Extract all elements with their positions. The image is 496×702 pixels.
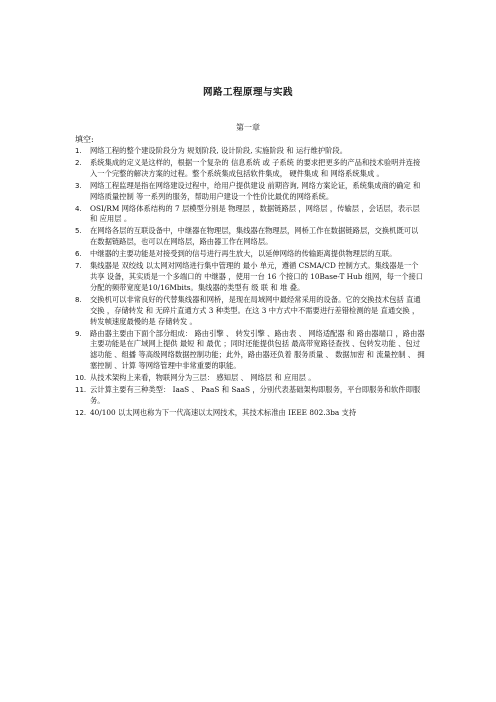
list-item: 4. OSI/RM 网络体系结构的 7 层模型分别是 物理层 ，数据链路层 ，网络层 ，传输层 ，会话层，表示层 和 应用层 。 [75, 203, 420, 224]
item-text: 40/100 以太网也称为下一代高速以太网技术，其技术标准由 IEEE 802.3ba 支持 [90, 407, 357, 417]
list-item: 7. 集线器是 双绞线 以太网对网络进行集中管理的 最小 单元，遵循 CSMA/CD 控制方式。集线器是一个 共享 设备，其实质是一个多端口的 中继器 ，使用一台 16 个接口的 10Base-T Hub 组网，每一个接口分配的频带宽度是10/16Mbits。集线器的类型有 级 联 和 堆 叠。 [75, 261, 424, 292]
list-item: 12. 40/100 以太网也称为下一代高速以太网技术，其技术标准由 IEEE 802.3ba 支持 [75, 407, 357, 417]
question-list [75, 146, 425, 420]
item-text: 集线器是 双绞线 以太网对网络进行集中管理的 最小 单元，遵循 CSMA/CD 控制方式。集线器是一个 共享 设备，其实质是一个多端口的 中继器 ，使用一台 16 个接口的 10Base-T Hub 组网，每一个接口分配的频带宽度是10/16Mbits。集线器的类型有 级 联 和 堆 叠。 [90, 261, 424, 292]
item-text: 路由器主要由下面个部分组成： 路由引擎 、 转发引擎 、路由表 、 网络适配器 和 路由器端口 ，路由器主要功能是在广域网上提供 最短 和 最优 ；同时还能提供包括 最高带宽路径查找 、包转发功能 、包过滤功能 、组播 等高级网络数据控制功能；此外，路由器还负着 服务质量 、 数据加密 和 流量控制 、 拥塞控制 、计算 等网络管理中非常重要的职能。 [90, 328, 425, 371]
chapter-heading: 第一章 [236, 123, 260, 132]
item-text: 中继器的主要功能是对接受到的信号进行再生放大，以延伸网络的传输距离提供物理层的互联。 [90, 249, 397, 259]
item-text: OSI/RM 网络体系结构的 7 层模型分别是 物理层 ，数据链路层 ，网络层 ，传输层 ，会话层，表示层 和 应用层 。 [90, 203, 420, 224]
item-text: 网络工程的整个建设阶段分为 规划阶段, 设计阶段, 实施阶段 和 运行维护阶段。 [90, 146, 348, 155]
list-item: 11. 云计算主要有三种类型： IaaS 、 PaaS 和 SaaS ，分别代表基础架构即服务，平台即服务和软件即服务。 [75, 385, 421, 405]
item-text: 网络工程监理是指在网络建设过程中，给用户提供建设 前期咨询, 网络方案论证，系统集成商的确定 和 网络质量控制 等一系列的服务，帮助用户建设一个性价比最优的网络系统。 [90, 180, 421, 201]
item-text: 在网络各层的互联设备中，中继器在物理层，集线器在物理层，网桥工作在数据链路层，交换机既可以在数据链路层，也可以在网络层，路由器工作在网络层。 [90, 226, 419, 247]
list-item: 10. 从技术架构上来看，物联网分为三层： 感知层 、 网络层 和 应用层 。 [75, 373, 316, 383]
list-item: 1. 网络工程的整个建设阶段分为 规划阶段, 设计阶段, 实施阶段 和 运行维护阶段。 [75, 146, 348, 155]
item-text: 云计算主要有三种类型： IaaS 、 PaaS 和 SaaS ，分别代表基础架构即服务，平台即服务和软件即服务。 [90, 385, 421, 405]
document-title: 网路工程原理与实践 [202, 87, 293, 98]
list-item: 9. 路由器主要由下面个部分组成： 路由引擎 、 转发引擎 、路由表 、 网络适配器 和 路由器端口 ，路由器主要功能是在广域网上提供 最短 和 最优 ；同时还能提供包括 最高带宽路径查找 、包转发功能 、包过滤功能 、组播 等高级网络数据控制功能；此外，路由器还负着 服务质量 、 数据加密 和 流量控制 、 拥塞控制 、计算 等网络管理中非常重要的职能。 [75, 328, 425, 371]
section-label: 填空: [75, 135, 94, 144]
list-item: 6. 中继器的主要功能是对接受到的信号进行再生放大，以延伸网络的传输距离提供物理层的互联。 [75, 249, 397, 259]
list-item: 5. 在网络各层的互联设备中，中继器在物理层，集线器在物理层，网桥工作在数据链路层，交换机既可以在数据链路层，也可以在网络层，路由器工作在网络层。 [75, 226, 419, 247]
list-item: 2. 系统集成的定义是这样的，根据一个复杂的 信息系统 或 子系统 的要求把更多的产品和技术验明并连接入一个完整的解决方案的过程。整个系统集成包括软件集成， 硬件集成 和 网络系统集成 。 [75, 157, 421, 178]
item-text: 系统集成的定义是这样的，根据一个复杂的 信息系统 或 子系统 的要求把更多的产品和技术验明并连接入一个完整的解决方案的过程。整个系统集成包括软件集成， 硬件集成 和 网络系统集成 。 [90, 157, 421, 178]
list-item: 8. 交换机可以非常良好的代替集线器和网桥，是现在局域网中最经常采用的设备。它的交换技术包括 直通交换 ，存储转发 和 无碎片直通方式 3 种类型。在这 3 中方式中不需要进行差错检测的是 直通交换 ，转发帧速度最慢的是 存储转发 。 [75, 294, 421, 326]
item-text: 交换机可以非常良好的代替集线器和网桥，是现在局域网中最经常采用的设备。它的交换技术包括 直通交换 ，存储转发 和 无碎片直通方式 3 种类型。在这 3 中方式中不需要进行差错检测的是 直通交换 ，转发帧速度最慢的是 存储转发 。 [90, 294, 421, 326]
item-text: 从技术架构上来看，物联网分为三层： 感知层 、 网络层 和 应用层 。 [90, 373, 316, 383]
list-item: 3. 网络工程监理是指在网络建设过程中，给用户提供建设 前期咨询, 网络方案论证，系统集成商的确定 和 网络质量控制 等一系列的服务，帮助用户建设一个性价比最优的网络系统。 [75, 180, 421, 201]
